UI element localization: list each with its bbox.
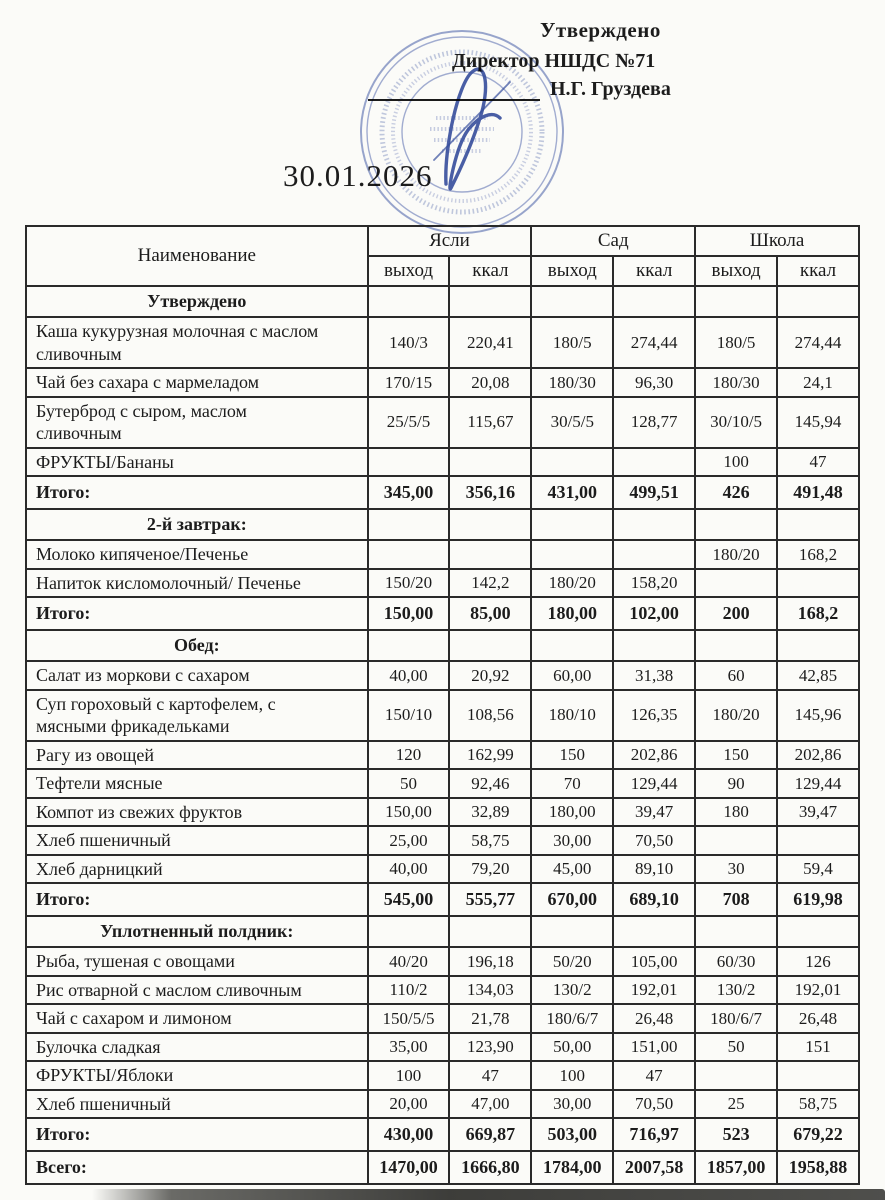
row-value	[613, 448, 695, 477]
row-value	[695, 630, 777, 661]
col-group-yasli: Ясли	[368, 226, 532, 256]
row-value: 30/10/5	[695, 397, 777, 448]
row-value: 90	[695, 769, 777, 798]
row-value	[695, 826, 777, 855]
row-value: 708	[695, 883, 777, 916]
row-value: 1857,00	[695, 1151, 777, 1184]
row-value: 59,4	[777, 855, 859, 884]
row-value: 150/10	[368, 690, 450, 741]
table-row	[26, 741, 859, 770]
row-label: Хлеб пшеничный	[26, 826, 368, 855]
row-value: 126,35	[613, 690, 695, 741]
table-row	[26, 769, 859, 798]
row-value	[531, 448, 613, 477]
row-value	[777, 630, 859, 661]
row-value: 180,00	[531, 798, 613, 827]
row-value: 92,46	[449, 769, 531, 798]
row-value: 47	[449, 1061, 531, 1090]
row-value: 145,94	[777, 397, 859, 448]
row-value: 58,75	[449, 826, 531, 855]
row-value	[531, 630, 613, 661]
row-value	[368, 540, 450, 569]
table-row	[26, 368, 859, 397]
row-label: Всего:	[26, 1151, 368, 1184]
row-value: 1784,00	[531, 1151, 613, 1184]
row-value: 192,01	[777, 976, 859, 1005]
row-value: 274,44	[613, 317, 695, 368]
col-subheader-kkal: ккал	[777, 256, 859, 286]
row-value: 20,00	[368, 1090, 450, 1119]
row-value: 180,00	[531, 597, 613, 630]
row-value: 150/20	[368, 569, 450, 598]
row-value: 30,00	[531, 1090, 613, 1119]
table-row	[26, 1090, 859, 1119]
row-value: 70,50	[613, 1090, 695, 1119]
col-subheader-kkal: ккал	[613, 256, 695, 286]
col-subheader-kkal: ккал	[449, 256, 531, 286]
director-name: Н.Г. Груздева	[550, 78, 671, 100]
row-value: 32,89	[449, 798, 531, 827]
table-row	[26, 690, 859, 741]
row-value: 1666,80	[449, 1151, 531, 1184]
col-group-shkola: Школа	[695, 226, 859, 256]
row-value: 356,16	[449, 476, 531, 509]
row-value: 151	[777, 1033, 859, 1062]
col-subheader-vyhod: выход	[531, 256, 613, 286]
row-label: Чай с сахаром и лимоном	[26, 1004, 368, 1033]
table-total-row	[26, 1118, 859, 1151]
row-label: Рыба, тушеная с овощами	[26, 947, 368, 976]
row-value: 523	[695, 1118, 777, 1151]
row-value: 180/5	[531, 317, 613, 368]
row-value: 158,20	[613, 569, 695, 598]
row-value: 123,90	[449, 1033, 531, 1062]
table-total-row	[26, 883, 859, 916]
row-label: Салат из моркови с сахаром	[26, 661, 368, 690]
row-value	[449, 509, 531, 540]
row-value: 200	[695, 597, 777, 630]
row-value: 70	[531, 769, 613, 798]
row-value: 180/30	[695, 368, 777, 397]
row-value	[695, 509, 777, 540]
table-section-row	[26, 509, 859, 540]
table-row	[26, 826, 859, 855]
row-label: Напиток кисломолочный/ Печенье	[26, 569, 368, 598]
row-value: 25/5/5	[368, 397, 450, 448]
row-value: 20,92	[449, 661, 531, 690]
row-value	[368, 509, 450, 540]
row-value: 202,86	[613, 741, 695, 770]
row-label: Итого:	[26, 1118, 368, 1151]
row-value	[777, 916, 859, 947]
row-value: 50,00	[531, 1033, 613, 1062]
row-value: 30,00	[531, 826, 613, 855]
row-value: 40,00	[368, 661, 450, 690]
row-value: 50/20	[531, 947, 613, 976]
row-value: 47,00	[449, 1090, 531, 1119]
row-label: Суп гороховый с картофелем, с мясными фрикадельками	[26, 690, 368, 741]
row-value: 503,00	[531, 1118, 613, 1151]
row-value: 150	[531, 741, 613, 770]
row-value	[613, 509, 695, 540]
row-value: 40/20	[368, 947, 450, 976]
row-value	[449, 448, 531, 477]
row-value	[777, 1061, 859, 1090]
row-label: Молоко кипяченое/Печенье	[26, 540, 368, 569]
row-value: 431,00	[531, 476, 613, 509]
row-value: 669,87	[449, 1118, 531, 1151]
row-value	[449, 630, 531, 661]
row-value: 79,20	[449, 855, 531, 884]
row-label: Каша кукурузная молочная с маслом сливочным	[26, 317, 368, 368]
row-value: 25	[695, 1090, 777, 1119]
row-value	[531, 916, 613, 947]
row-value: 100	[531, 1061, 613, 1090]
row-label: Булочка сладкая	[26, 1033, 368, 1062]
row-value: 180	[695, 798, 777, 827]
row-value	[613, 630, 695, 661]
document-date: 30.01.2026	[283, 158, 433, 193]
row-value	[613, 286, 695, 317]
row-value: 40,00	[368, 855, 450, 884]
row-value: 1958,88	[777, 1151, 859, 1184]
table-row	[26, 1004, 859, 1033]
table-row	[26, 397, 859, 448]
row-value	[368, 448, 450, 477]
col-header-name: Наименование	[26, 226, 368, 286]
row-value	[449, 286, 531, 317]
row-value: 140/3	[368, 317, 450, 368]
row-value: 220,41	[449, 317, 531, 368]
row-value	[368, 630, 450, 661]
table-header-groups-row	[26, 226, 859, 256]
row-value: 2007,58	[613, 1151, 695, 1184]
row-value: 180/5	[695, 317, 777, 368]
row-value: 192,01	[613, 976, 695, 1005]
row-label: Хлеб дарницкий	[26, 855, 368, 884]
round-stamp-icon	[346, 26, 578, 242]
row-value: 96,30	[613, 368, 695, 397]
table-row	[26, 947, 859, 976]
row-value: 180/6/7	[695, 1004, 777, 1033]
row-value: 150/5/5	[368, 1004, 450, 1033]
row-value: 85,00	[449, 597, 531, 630]
row-value	[613, 540, 695, 569]
row-value: 150,00	[368, 798, 450, 827]
row-value: 170/15	[368, 368, 450, 397]
row-value: 20,08	[449, 368, 531, 397]
table-row	[26, 661, 859, 690]
row-value: 180/20	[695, 690, 777, 741]
menu-table-body	[26, 286, 859, 1184]
table-row	[26, 540, 859, 569]
row-label: Итого:	[26, 476, 368, 509]
row-value: 345,00	[368, 476, 450, 509]
row-value: 100	[695, 448, 777, 477]
table-row	[26, 798, 859, 827]
row-label: Чай без сахара с мармеладом	[26, 368, 368, 397]
row-value: 21,78	[449, 1004, 531, 1033]
table-row	[26, 569, 859, 598]
row-label: Компот из свежих фруктов	[26, 798, 368, 827]
row-value: 150	[695, 741, 777, 770]
table-total-row	[26, 1151, 859, 1184]
row-value	[777, 569, 859, 598]
row-value: 31,38	[613, 661, 695, 690]
table-total-row	[26, 597, 859, 630]
table-row	[26, 855, 859, 884]
row-value: 168,2	[777, 540, 859, 569]
row-value: 110/2	[368, 976, 450, 1005]
row-value: 30/5/5	[531, 397, 613, 448]
row-value: 145,96	[777, 690, 859, 741]
row-value: 274,44	[777, 317, 859, 368]
row-value: 130/2	[695, 976, 777, 1005]
row-value: 105,00	[613, 947, 695, 976]
row-value: 134,03	[449, 976, 531, 1005]
row-value	[368, 916, 450, 947]
row-value: 689,10	[613, 883, 695, 916]
scan-edge-artifact	[92, 1189, 885, 1200]
row-label: Уплотненный полдник:	[26, 916, 368, 947]
director-title: Директор НШДС №71	[452, 50, 656, 72]
row-value: 115,67	[449, 397, 531, 448]
row-label: Бутерброд с сыром, маслом сливочным	[26, 397, 368, 448]
row-label: Рис отварной с маслом сливочным	[26, 976, 368, 1005]
row-value: 619,98	[777, 883, 859, 916]
row-label: Обед:	[26, 630, 368, 661]
row-value: 100	[368, 1061, 450, 1090]
row-value: 430,00	[368, 1118, 450, 1151]
col-subheader-vyhod: выход	[368, 256, 450, 286]
row-value: 168,2	[777, 597, 859, 630]
row-value: 35,00	[368, 1033, 450, 1062]
row-value: 89,10	[613, 855, 695, 884]
row-value: 128,77	[613, 397, 695, 448]
row-value	[777, 286, 859, 317]
col-group-sad: Сад	[531, 226, 695, 256]
row-value: 499,51	[613, 476, 695, 509]
row-value: 180/6/7	[531, 1004, 613, 1033]
col-subheader-vyhod: выход	[695, 256, 777, 286]
row-value: 716,97	[613, 1118, 695, 1151]
row-value	[449, 916, 531, 947]
row-label: Рагу из овощей	[26, 741, 368, 770]
row-value: 25,00	[368, 826, 450, 855]
row-value: 60/30	[695, 947, 777, 976]
row-value: 120	[368, 741, 450, 770]
menu-table-head	[26, 226, 859, 286]
table-section-row	[26, 916, 859, 947]
row-value: 670,00	[531, 883, 613, 916]
row-value: 70,50	[613, 826, 695, 855]
row-value: 58,75	[777, 1090, 859, 1119]
row-value	[531, 286, 613, 317]
row-value: 491,48	[777, 476, 859, 509]
row-value: 26,48	[613, 1004, 695, 1033]
row-value: 180/20	[531, 569, 613, 598]
row-value	[613, 916, 695, 947]
row-value: 60,00	[531, 661, 613, 690]
table-row	[26, 1033, 859, 1062]
row-value: 151,00	[613, 1033, 695, 1062]
row-label: Итого:	[26, 883, 368, 916]
row-value	[695, 286, 777, 317]
row-value: 679,22	[777, 1118, 859, 1151]
row-label: Хлеб пшеничный	[26, 1090, 368, 1119]
row-label: ФРУКТЫ/Бананы	[26, 448, 368, 477]
table-row	[26, 317, 859, 368]
row-label: Тефтели мясные	[26, 769, 368, 798]
row-value: 30	[695, 855, 777, 884]
row-value: 162,99	[449, 741, 531, 770]
row-value	[695, 569, 777, 598]
row-value: 130/2	[531, 976, 613, 1005]
table-row	[26, 448, 859, 477]
row-value: 150,00	[368, 597, 450, 630]
row-value: 47	[613, 1061, 695, 1090]
table-section-row	[26, 630, 859, 661]
row-value: 555,77	[449, 883, 531, 916]
row-value: 180/30	[531, 368, 613, 397]
row-value: 45,00	[531, 855, 613, 884]
row-value: 426	[695, 476, 777, 509]
row-value: 545,00	[368, 883, 450, 916]
row-value: 26,48	[777, 1004, 859, 1033]
row-value: 142,2	[449, 569, 531, 598]
row-value: 129,44	[613, 769, 695, 798]
row-value	[695, 916, 777, 947]
row-label: ФРУКТЫ/Яблоки	[26, 1061, 368, 1090]
row-value: 180/20	[695, 540, 777, 569]
row-value: 108,56	[449, 690, 531, 741]
row-value	[777, 509, 859, 540]
row-label: Итого:	[26, 597, 368, 630]
row-value	[368, 286, 450, 317]
row-label: 2-й завтрак:	[26, 509, 368, 540]
row-value: 50	[695, 1033, 777, 1062]
row-value: 102,00	[613, 597, 695, 630]
table-section-row	[26, 286, 859, 317]
row-value: 202,86	[777, 741, 859, 770]
row-value: 1470,00	[368, 1151, 450, 1184]
approved-label: Утверждено	[540, 18, 661, 42]
menu-table	[25, 225, 860, 1185]
row-value: 60	[695, 661, 777, 690]
table-row	[26, 1061, 859, 1090]
row-value	[531, 540, 613, 569]
row-value: 50	[368, 769, 450, 798]
row-value	[449, 540, 531, 569]
row-label: Утверждено	[26, 286, 368, 317]
row-value	[777, 826, 859, 855]
row-value: 39,47	[613, 798, 695, 827]
row-value: 42,85	[777, 661, 859, 690]
row-value: 126	[777, 947, 859, 976]
table-row	[26, 976, 859, 1005]
row-value: 39,47	[777, 798, 859, 827]
row-value	[695, 1061, 777, 1090]
row-value: 180/10	[531, 690, 613, 741]
row-value	[531, 509, 613, 540]
row-value: 24,1	[777, 368, 859, 397]
row-value: 129,44	[777, 769, 859, 798]
row-value: 196,18	[449, 947, 531, 976]
row-value: 47	[777, 448, 859, 477]
table-total-row	[26, 476, 859, 509]
